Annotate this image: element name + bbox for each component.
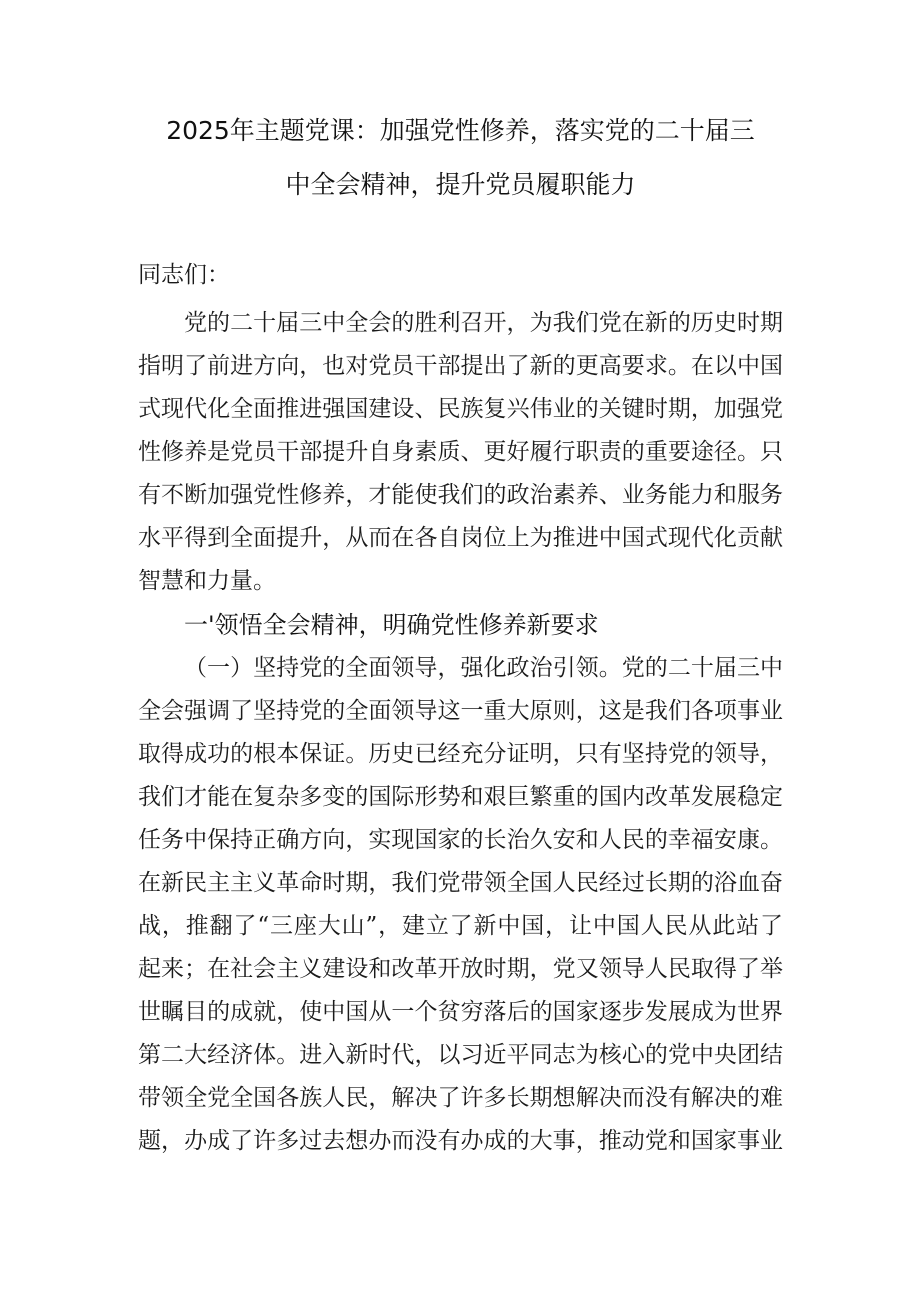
section-1-line-1: （一）坚持党的全面领导，强化政治引领。党的二十届三中	[184, 655, 783, 681]
intro-line-3: 式现代化全面推进强国建设、民族复兴伟业的关键时期，加强党	[138, 396, 783, 422]
section-1-line-5: 任务中保持正确方向，实现国家的长治久安和人民的幸福安康。	[138, 827, 783, 853]
section-1-line-3: 取得成功的根本保证。历史已经充分证明，只有坚持党的领导，	[138, 741, 783, 767]
section-1-line-4: 我们才能在复杂多变的国际形势和艰巨繁重的国内改革发展稳定	[138, 784, 783, 810]
section-1-line-12: 题，办成了许多过去想办而没有办成的大事，推动党和国家事业	[138, 1128, 783, 1154]
section-1-line-10: 第二大经济体。进入新时代，以习近平同志为核心的党中央团结	[138, 1042, 783, 1068]
intro-line-1: 党的二十届三中全会的胜利召开，为我们党在新的历史时期	[184, 310, 783, 336]
intro-line-2: 指明了前进方向，也对党员干部提出了新的更高要求。在以中国	[138, 353, 783, 379]
section-1-line-7: 战，推翻了“三座大山”，建立了新中国，让中国人民从此站了	[138, 913, 783, 939]
section-1-line-11: 带领全党全国各族人民，解决了许多长期想解决而没有解决的难	[138, 1085, 783, 1111]
document-title-line-2: 中全会精神，提升党员履职能力	[285, 170, 636, 199]
section-1-line-8: 起来；在社会主义建设和改革开放时期，党又领导人民取得了举	[138, 956, 783, 982]
intro-line-6: 水平得到全面提升，从而在各自岗位上为推进中国式现代化贡献	[138, 525, 783, 551]
section-1-line-2: 全会强调了坚持党的全面领导这一重大原则，这是我们各项事业	[138, 698, 783, 724]
section-1-line-6: 在新民主主义革命时期，我们党带领全国人民经过长期的浴血奋	[138, 870, 783, 896]
intro-line-4: 性修养是党员干部提升自身素质、更好履行职责的重要途径。只	[138, 439, 783, 465]
intro-line-5: 有不断加强党性修养，才能使我们的政治素养、业务能力和服务	[138, 482, 783, 508]
section-1-heading: 一'领悟全会精神，明确党性修养新要求	[184, 611, 599, 639]
document-title-line-1: 2025年主题党课：加强党性修养，落实党的二十届三	[166, 116, 755, 145]
salutation: 同志们：	[138, 262, 230, 288]
intro-line-7: 智慧和力量。	[138, 568, 276, 594]
section-1-line-9: 世瞩目的成就，使中国从一个贫穷落后的国家逐步发展成为世界	[138, 999, 783, 1025]
